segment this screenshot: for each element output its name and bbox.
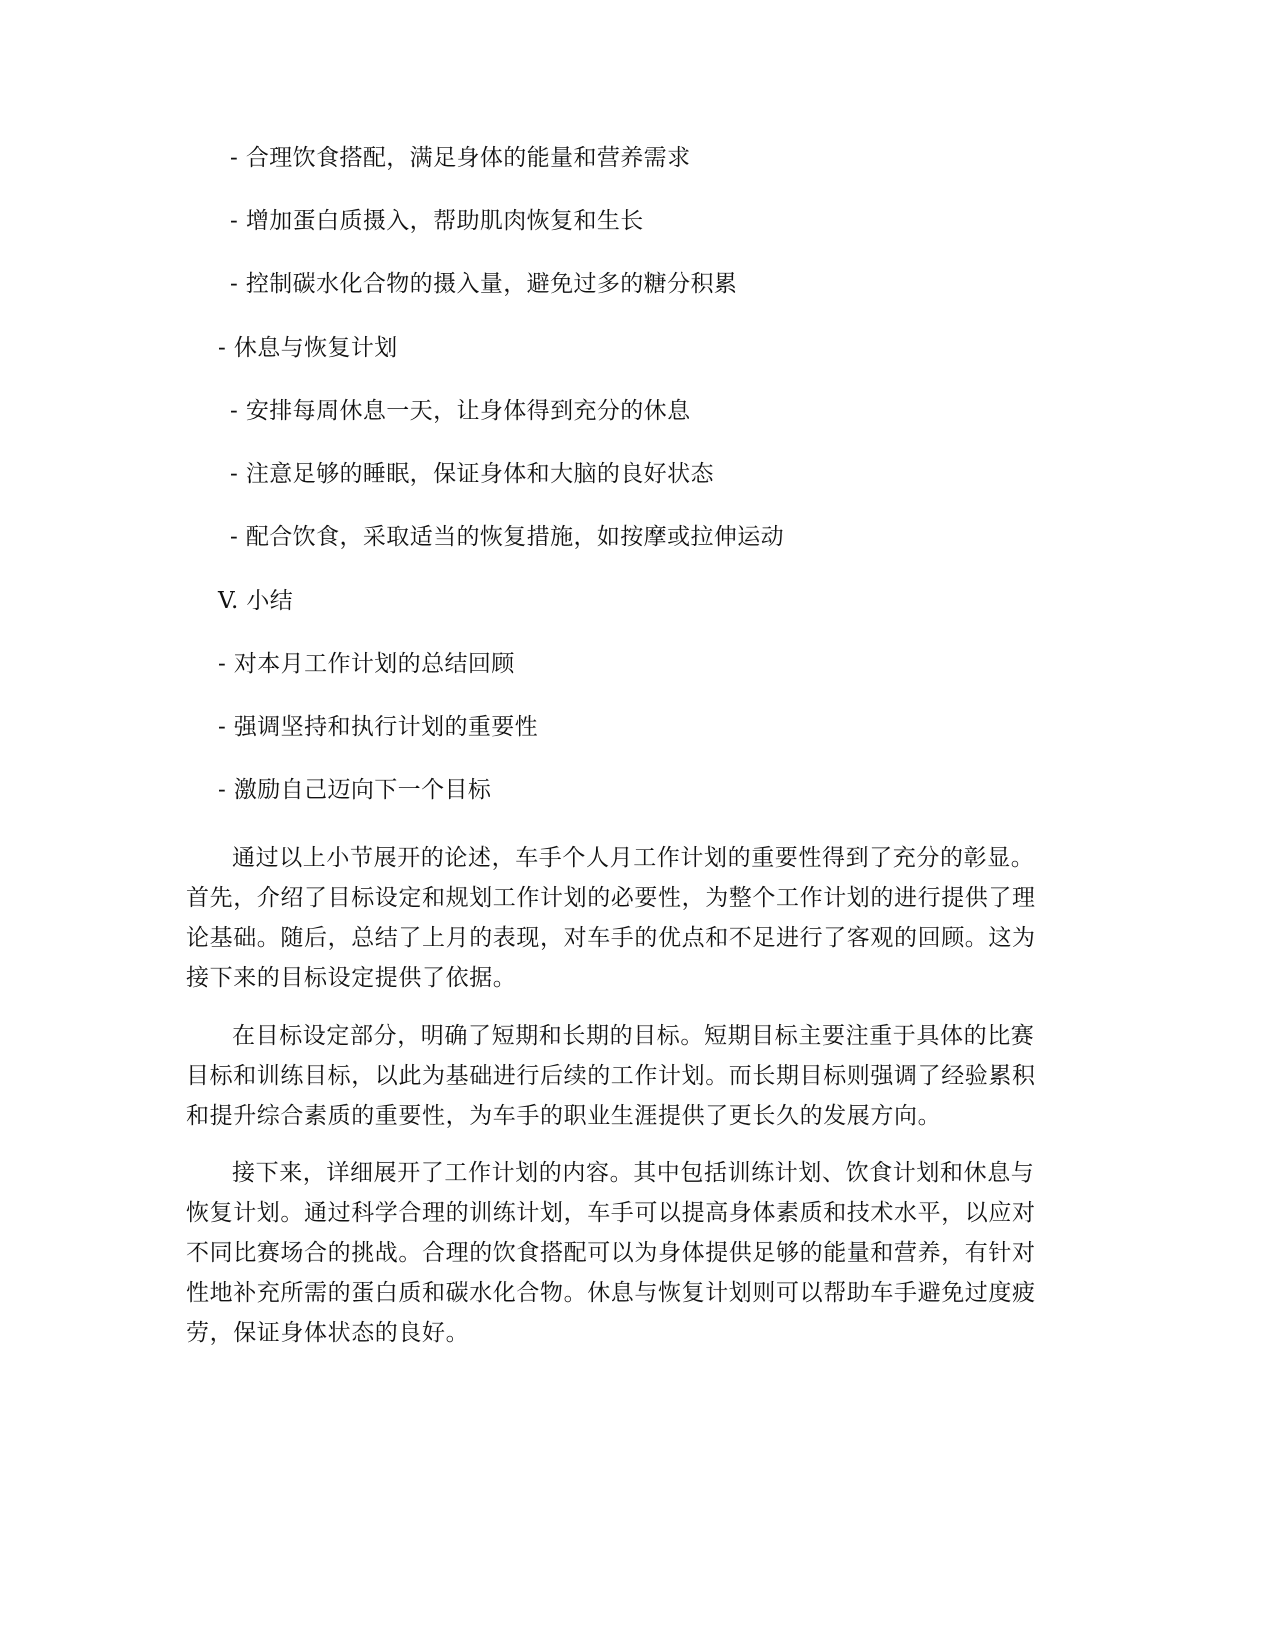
paragraph-line: 首先，介绍了目标设定和规划工作计划的必要性，为整个工作计划的进行提供了理 — [186, 885, 1036, 911]
list-item: - 激励自己迈向下一个目标 — [218, 777, 492, 803]
paragraph-line: 接下来，详细展开了工作计划的内容。其中包括训练计划、饮食计划和休息与 — [232, 1160, 1035, 1186]
section-heading: V. 小结 — [218, 588, 294, 614]
list-item: - 强调坚持和执行计划的重要性 — [218, 714, 539, 740]
list-item: - 增加蛋白质摄入，帮助肌肉恢复和生长 — [230, 208, 644, 234]
list-item: - 注意足够的睡眠，保证身体和大脑的良好状态 — [230, 461, 714, 487]
paragraph-line: 劳，保证身体状态的良好。 — [186, 1320, 470, 1346]
paragraph-line: 接下来的目标设定提供了依据。 — [186, 965, 517, 991]
list-item: - 配合饮食，采取适当的恢复措施，如按摩或拉伸运动 — [230, 524, 785, 550]
list-item: - 合理饮食搭配，满足身体的能量和营养需求 — [230, 145, 691, 171]
body-paragraph — [186, 838, 1086, 998]
list-item: - 控制碳水化合物的摄入量，避免过多的糖分积累 — [230, 271, 738, 297]
list-item: - 安排每周休息一天，让身体得到充分的休息 — [230, 398, 691, 424]
body-paragraph — [186, 1016, 1086, 1136]
paragraph-line: 论基础。随后，总结了上月的表现，对车手的优点和不足进行了客观的回顾。这为 — [186, 925, 1036, 951]
list-item: - 对本月工作计划的总结回顾 — [218, 651, 515, 677]
paragraph-line: 性地补充所需的蛋白质和碳水化合物。休息与恢复计划则可以帮助车手避免过度疲 — [186, 1280, 1036, 1306]
paragraph-line: 恢复计划。通过科学合理的训练计划，车手可以提高身体素质和技术水平，以应对 — [186, 1200, 1036, 1226]
paragraph-line: 通过以上小节展开的论述，车手个人月工作计划的重要性得到了充分的彰显。 — [232, 845, 1035, 871]
body-paragraph — [186, 1153, 1086, 1353]
paragraph-line: 目标和训练目标，以此为基础进行后续的工作计划。而长期目标则强调了经验累积 — [186, 1063, 1036, 1089]
paragraph-line: 不同比赛场合的挑战。合理的饮食搭配可以为身体提供足够的能量和营养，有针对 — [186, 1240, 1036, 1266]
paragraph-line: 和提升综合素质的重要性，为车手的职业生涯提供了更长久的发展方向。 — [186, 1103, 942, 1129]
section-item: - 休息与恢复计划 — [218, 335, 398, 361]
paragraph-line: 在目标设定部分，明确了短期和长期的目标。短期目标主要注重于具体的比赛 — [232, 1023, 1035, 1049]
